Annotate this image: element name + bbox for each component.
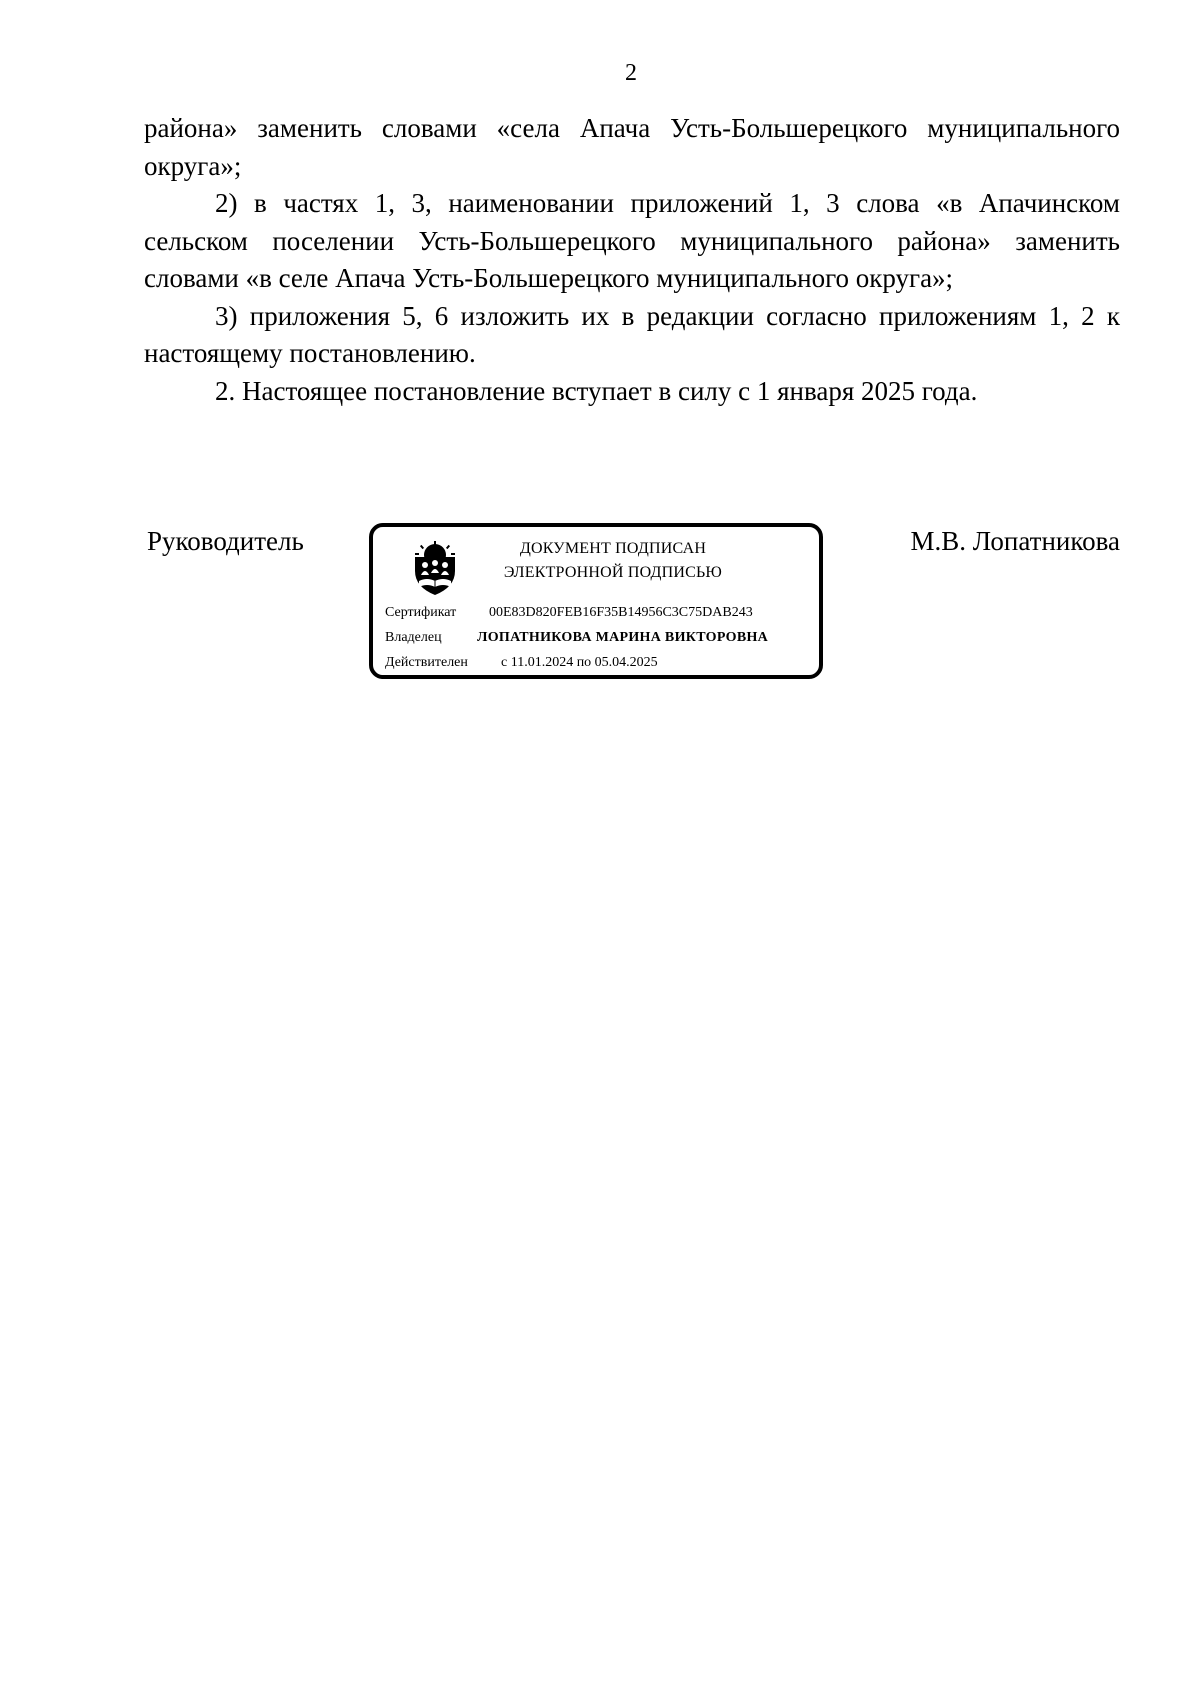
stamp-owner-row [385,628,769,648]
coat-of-arms-icon [409,541,461,597]
paragraph-effective-date: 2. Настоящее постановление вступает в силу с 1 января 2025 года. [215,375,978,406]
stamp-title [473,537,753,585]
owner-label: Владелец [385,630,442,645]
page-number: 2 [625,60,637,86]
certificate-label: Сертификат [385,605,457,620]
paragraph-item-3: 3) приложения 5, 6 изложить их в редакции согласно приложениям 1, 2 к настоящему постановлению. [144,300,1120,368]
stamp-title-line-2: ЭЛЕКТРОННОЙ ПОДПИСЬЮ [503,564,723,581]
paragraph-continuation: района» заменить словами «села Апача Усть-Большерецкого муниципального округа»; [144,113,1120,181]
paragraph-item-2: 2) в частях 1, 3, наименовании приложений 1, 3 слова «в Апачинском сельском поселении Усть-Большерецкого муниципального района» заменить словами «в селе Апача Усть-Большерецкого муниципального округа»; [144,188,1120,293]
stamp-validity-row [385,653,658,673]
signer-position: Руководитель [147,526,304,556]
document-body [144,110,1120,410]
signer-name: М.В. Лопатникова [910,526,1120,556]
validity-label: Действителен [385,655,468,670]
stamp-title-line-1: ДОКУМЕНТ ПОДПИСАН [519,540,707,557]
validity-value: с 11.01.2024 по 05.04.2025 [501,655,658,670]
owner-value: ЛОПАТНИКОВА МАРИНА ВИКТОРОВНА [477,630,769,645]
stamp-certificate-row [385,603,753,623]
electronic-signature-stamp [369,523,823,679]
certificate-value: 00E83D820FEB16F35B14956C3C75DAB243 [489,605,753,620]
